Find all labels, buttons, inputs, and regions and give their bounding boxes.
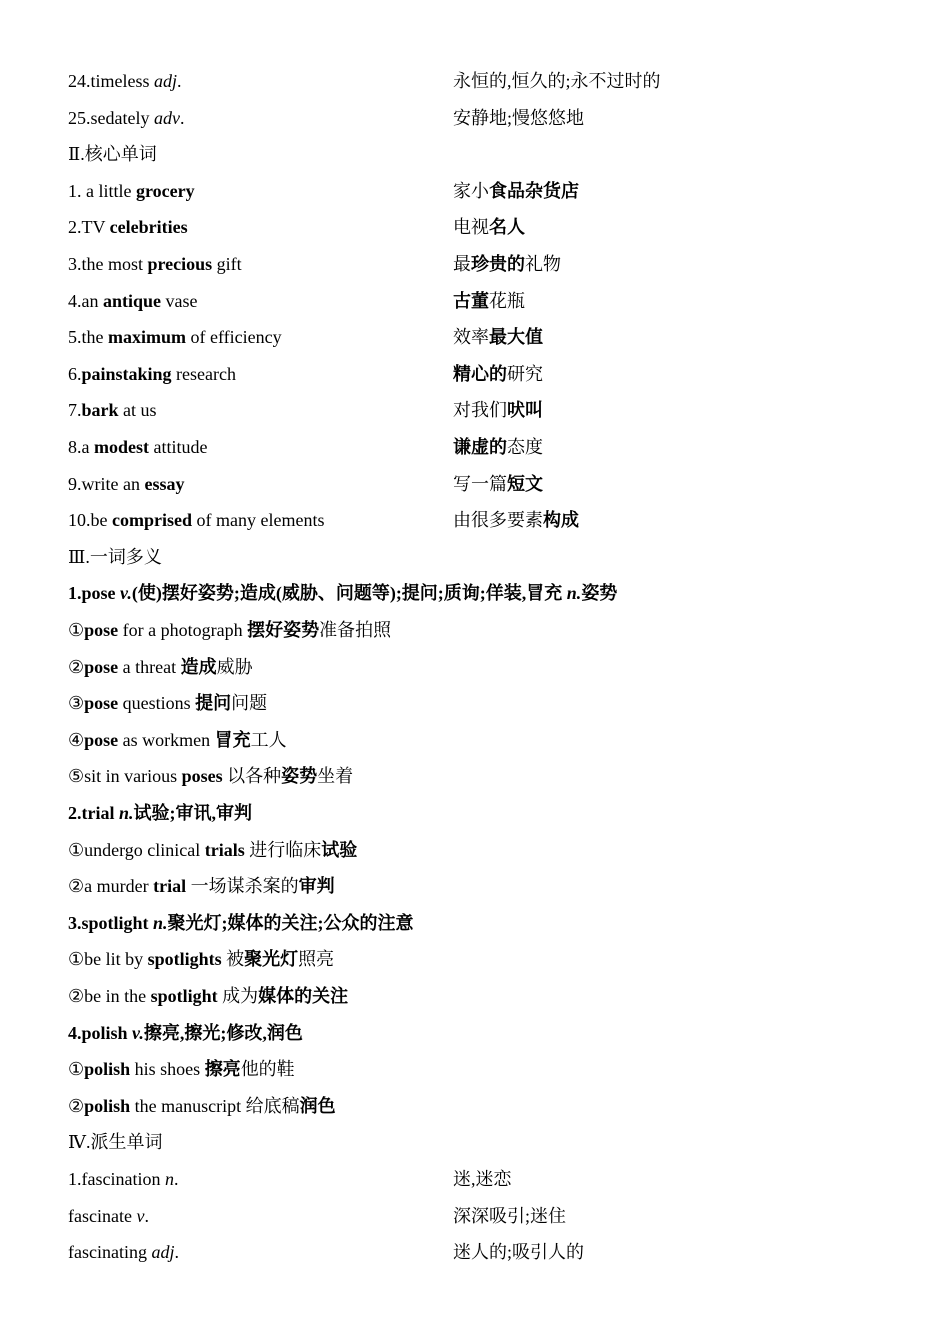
heading-number: 4.: [68, 1022, 82, 1043]
example-line: [68, 689, 267, 717]
example-translation-post: 照亮: [298, 949, 335, 970]
example-line: [68, 762, 353, 790]
heading-word: spotlight: [81, 912, 149, 933]
polysemy-heading-text: [68, 913, 414, 933]
derived-meaning: [453, 1165, 512, 1193]
example-keyword: spotlights: [147, 949, 222, 970]
core-word-translation: [453, 360, 543, 388]
example-line: [68, 982, 348, 1010]
phrase-post: gift: [212, 254, 242, 274]
polysemy-heading: [68, 579, 617, 607]
example-marker: ①: [68, 949, 85, 970]
example-translation-keyword: 造成: [180, 656, 217, 677]
section-title: [68, 1128, 162, 1156]
derived-meaning: [453, 1202, 566, 1230]
example-translation-keyword: 摆好姿势: [247, 620, 320, 640]
polysemy-heading: [68, 909, 414, 937]
phrase-keyword: antique: [103, 290, 162, 311]
example-translation-keyword: 聚光灯: [244, 949, 299, 970]
heading-number: 2.: [68, 803, 82, 823]
phrase-pre: 6.: [68, 363, 82, 384]
core-word-translation: [453, 433, 543, 461]
core-word-translation: [453, 213, 525, 241]
translation-keyword: 短文: [507, 473, 543, 494]
vocab-word: 24.timeless: [68, 71, 150, 91]
example-marker: ①: [68, 839, 85, 860]
phrase-pre: 7.: [68, 400, 82, 421]
vocab-row-meaning: [453, 67, 661, 95]
heading-definition: (使)摆好姿势;造成(威胁、问题等);提问;质询;佯装,冒充: [131, 583, 563, 604]
vocab-word: 25.sedately: [68, 107, 150, 128]
part-of-speech: v.: [132, 1022, 144, 1043]
part-of-speech: adj: [154, 71, 178, 91]
heading-definition: 聚光灯;媒体的关注;公众的注意: [167, 912, 414, 933]
example-translation-post: 坐着: [317, 766, 354, 787]
phrase-post: research: [171, 363, 236, 384]
section-title-text: Ⅲ.一词多义: [68, 546, 162, 567]
example-post: questions: [118, 693, 196, 714]
example-keyword: pose: [84, 693, 119, 714]
translation-keyword: 食品杂货店: [489, 180, 579, 201]
derived-word-text: 1.fascination: [68, 1169, 161, 1189]
example-post: 成为: [217, 986, 259, 1006]
core-word-translation: [453, 177, 579, 205]
section-title-text: Ⅳ.派生单词: [68, 1132, 163, 1153]
heading-definition: 试验;审讯,审判: [133, 803, 253, 823]
phrase-pre: 10.be: [68, 510, 112, 531]
heading-word: pose: [81, 583, 116, 604]
example-marker: ①: [68, 1059, 85, 1080]
example-keyword: spotlight: [150, 986, 218, 1006]
example-keyword: pose: [84, 729, 119, 750]
phrase-post: of many elements: [192, 510, 325, 531]
example-marker: ②: [68, 656, 85, 677]
example-line: [68, 836, 357, 864]
phrase-post: vase: [161, 290, 198, 311]
phrase-post: at us: [118, 400, 157, 421]
example-keyword: trials: [204, 839, 245, 860]
derived-meaning-text: 迷,迷恋: [453, 1169, 512, 1189]
example-post: a threat: [118, 656, 181, 677]
phrase-keyword: celebrities: [109, 217, 188, 238]
translation-keyword: 名人: [489, 217, 525, 238]
example-translation-keyword: 润色: [299, 1095, 336, 1116]
translation-keyword: 精心的: [453, 363, 507, 384]
core-word-phrase: [68, 470, 184, 498]
translation-pre: 对我们: [453, 400, 507, 421]
example-translation-post: 威胁: [216, 656, 253, 677]
translation-pre: 家小: [453, 180, 489, 201]
example-line: [68, 1092, 336, 1120]
derived-word: fascinate v.: [68, 1205, 149, 1226]
core-word-phrase: [68, 250, 242, 278]
heading-definition: 擦亮,擦光;修改,润色: [143, 1022, 303, 1043]
example-marker: ②: [68, 986, 85, 1006]
example-translation-keyword: 审判: [298, 876, 335, 897]
example-pre: sit in various: [84, 766, 182, 787]
example-translation-keyword: 试验: [321, 839, 358, 860]
translation-pre: 最: [453, 254, 471, 274]
core-word-phrase: [68, 396, 157, 424]
derived-word-text: fascinate: [68, 1205, 132, 1226]
core-word-phrase: [68, 177, 195, 205]
heading-word: polish: [81, 1022, 128, 1043]
part-of-speech: n.: [153, 912, 168, 933]
example-post: 一场谋杀案的: [186, 876, 299, 897]
derived-meaning-text: 迷人的;吸引人的: [453, 1242, 585, 1263]
phrase-pre: 2.TV: [68, 217, 110, 238]
example-marker: ⑤: [68, 766, 85, 787]
vocab-row-meaning: [453, 104, 584, 132]
phrase-pre: 5.the: [68, 327, 108, 348]
phrase-pre: 8.a: [68, 437, 94, 457]
translation-keyword: 珍贵的: [471, 254, 525, 274]
core-word-translation: [453, 506, 579, 534]
example-marker: ③: [68, 693, 85, 714]
example-line: [68, 872, 335, 900]
heading-word: trial: [81, 803, 115, 823]
translation-pre: 电视: [453, 217, 489, 238]
example-post: his shoes: [130, 1059, 205, 1080]
vocab-row-word: 25.sedately adv.: [68, 107, 185, 128]
example-translation-keyword: 擦亮: [204, 1059, 241, 1080]
translation-pre: 由很多要素: [453, 510, 543, 531]
derived-meaning-text: 深深吸引;迷住: [453, 1205, 567, 1226]
part-of-speech: n.: [566, 583, 582, 604]
phrase-keyword: painstaking: [81, 363, 172, 384]
example-post: 被: [221, 949, 245, 970]
example-line: [68, 945, 334, 973]
phrase-keyword: essay: [144, 473, 185, 494]
example-line: [68, 616, 391, 644]
polysemy-heading-text: [68, 803, 252, 823]
phrase-post: attitude: [149, 437, 208, 457]
core-word-translation: [453, 323, 543, 351]
part-of-speech: adv: [153, 107, 180, 128]
polysemy-heading: [68, 799, 252, 827]
translation-keyword: 古董: [453, 290, 489, 311]
translation-pre: 效率: [453, 327, 489, 348]
example-marker: ②: [68, 1095, 85, 1116]
translation-post: 态度: [507, 437, 543, 457]
example-line: [68, 1055, 295, 1083]
translation-keyword: 谦虚的: [453, 437, 507, 457]
example-keyword: trial: [153, 876, 187, 897]
vocab-meaning: 永恒的,恒久的;永不过时的: [453, 71, 661, 91]
example-post: the manuscript 给底稿: [130, 1095, 300, 1116]
derived-word-text: fascinating: [68, 1242, 147, 1263]
phrase-pre: 1. a little: [68, 180, 136, 201]
example-post: for a photograph: [118, 620, 248, 640]
heading-number: 3.: [68, 912, 82, 933]
example-translation-keyword: 姿势: [281, 766, 318, 787]
phrase-pre: 3.the most: [68, 254, 148, 274]
core-word-phrase: [68, 433, 207, 461]
example-marker: ①: [68, 620, 85, 640]
core-word-phrase: [68, 287, 198, 315]
example-keyword: polish: [84, 1095, 131, 1116]
example-keyword: poses: [181, 766, 223, 787]
translation-post: 礼物: [525, 254, 561, 274]
core-word-translation: [453, 396, 543, 424]
example-marker: ④: [68, 729, 85, 750]
example-post: as workmen: [118, 729, 215, 750]
vocab-meaning: 安静地;慢悠悠地: [453, 107, 585, 128]
phrase-pre: 4.an: [68, 290, 103, 311]
example-translation-keyword: 提问: [195, 693, 232, 714]
section-title: [68, 543, 162, 571]
vocab-row-word: 24.timeless adj.: [68, 71, 182, 91]
example-translation-post: 他的鞋: [240, 1059, 295, 1080]
example-pre: undergo clinical: [84, 839, 205, 860]
part-of-speech: n.: [119, 803, 134, 823]
translation-keyword: 构成: [543, 510, 579, 531]
example-translation-post: 工人: [250, 729, 287, 750]
example-pre: be lit by: [84, 949, 148, 970]
derived-word: fascinating adj.: [68, 1242, 179, 1263]
phrase-keyword: precious: [147, 254, 213, 274]
translation-post: 研究: [507, 363, 543, 384]
part-of-speech: n: [164, 1169, 174, 1189]
translation-keyword: 吠叫: [507, 400, 543, 421]
example-translation-keyword: 冒充: [214, 729, 251, 750]
phrase-keyword: bark: [81, 400, 119, 421]
core-word-phrase: [68, 213, 188, 241]
example-post: 以各种: [222, 766, 282, 787]
example-translation-post: 问题: [231, 693, 268, 714]
derived-word: 1.fascination n.: [68, 1169, 179, 1189]
phrase-keyword: comprised: [112, 510, 192, 531]
polysemy-heading-text: [68, 1023, 303, 1043]
example-keyword: pose: [84, 620, 119, 640]
phrase-keyword: maximum: [108, 327, 186, 348]
core-word-phrase: [68, 360, 236, 388]
heading-definition: 姿势: [581, 583, 618, 604]
derived-meaning: [453, 1238, 584, 1266]
translation-pre: 写一篇: [453, 473, 507, 494]
phrase-keyword: modest: [94, 437, 149, 457]
core-word-translation: [453, 470, 543, 498]
polysemy-heading: [68, 1019, 303, 1047]
example-translation-keyword: 媒体的关注: [258, 986, 349, 1006]
example-marker: ②: [68, 876, 85, 897]
example-pre: a murder: [84, 876, 154, 897]
part-of-speech: v: [136, 1205, 145, 1226]
section-title-text: Ⅱ.核心单词: [68, 144, 157, 165]
example-pre: be in the: [84, 986, 151, 1006]
part-of-speech: adj: [151, 1242, 175, 1263]
example-translation-post: 准备拍照: [319, 620, 392, 640]
example-line: [68, 726, 287, 754]
translation-post: 花瓶: [489, 290, 525, 311]
heading-number: 1.: [68, 583, 82, 604]
core-word-translation: [453, 250, 561, 278]
core-word-phrase: [68, 323, 282, 351]
example-post: 进行临床: [244, 839, 322, 860]
part-of-speech: v.: [120, 583, 132, 604]
example-line: [68, 653, 253, 681]
core-word-phrase: [68, 506, 324, 534]
section-title: [68, 140, 157, 168]
phrase-post: of efficiency: [186, 327, 282, 348]
polysemy-heading-text: [68, 583, 617, 603]
translation-keyword: 最大值: [489, 327, 543, 348]
core-word-translation: [453, 287, 525, 315]
example-keyword: polish: [84, 1059, 131, 1080]
phrase-keyword: grocery: [135, 180, 195, 201]
phrase-pre: 9.write an: [68, 473, 145, 494]
example-keyword: pose: [84, 656, 119, 677]
